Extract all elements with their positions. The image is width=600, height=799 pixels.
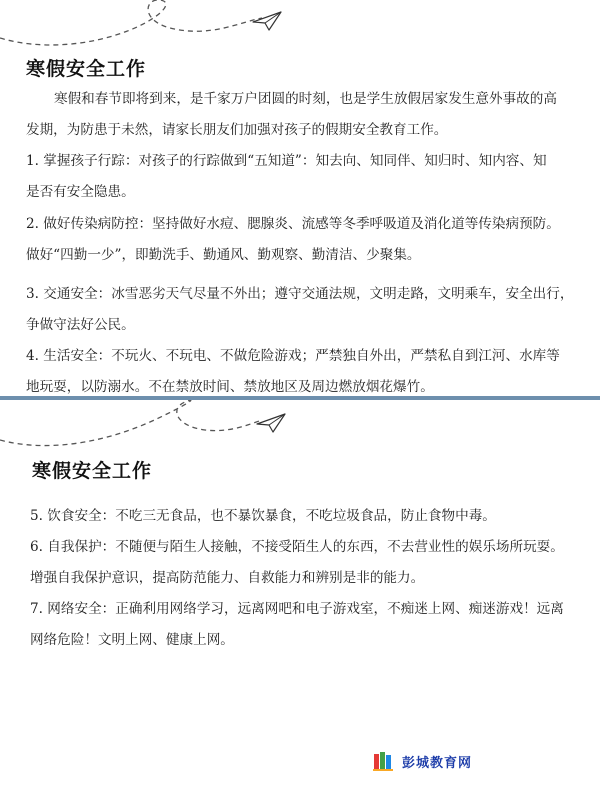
- paper-plane-icon: [256, 412, 286, 434]
- list-item-3: 3. 交通安全：冰雪恶劣天气尽量不外出；遵守交通法规，文明走路，文明乘车，安全出行，: [26, 286, 574, 302]
- brand-name: 彭城教育网: [402, 755, 473, 771]
- paragraph-line: 增强自我保护意识，提高防范能力、自救能力和辨别是非的能力。: [30, 570, 425, 586]
- dashed-flight-path-decoration: [0, 0, 600, 60]
- list-item-5: 5. 饮食安全：不吃三无食品，也不暴饮暴食，不吃垃圾食品，防止食物中毒。: [30, 508, 496, 524]
- paragraph-line: 网络危险！文明上网、健康上网。: [30, 632, 234, 648]
- page-title: 寒假安全工作: [26, 58, 147, 80]
- list-item-1: 1. 掌握孩子行踪：对孩子的行踪做到“五知道”：知去向、知同伴、知归时、知内容、知: [26, 153, 547, 169]
- paragraph-line: 是否有安全隐患。: [26, 184, 135, 200]
- dashed-flight-path-decoration: [0, 400, 600, 460]
- paragraph-line: 地玩耍，以防溺水。不在禁放时间、禁放地区及周边燃放烟花爆竹。: [26, 379, 434, 395]
- list-item-7: 7. 网络安全：正确利用网络学习，远离网吧和电子游戏室，不痴迷上网、痴迷游戏！远离: [30, 601, 564, 617]
- paragraph-line: 做好“四勤一少”，即勤洗手、勤通风、勤观察、勤清洁、少聚集。: [26, 247, 421, 263]
- page-title: 寒假安全工作: [32, 460, 153, 482]
- list-item-2: 2. 做好传染病防控：坚持做好水痘、腮腺炎、流感等冬季呼吸道及消化道等传染病预防。: [26, 216, 560, 232]
- list-item-4: 4. 生活安全：不玩火、不玩电、不做危险游戏；严禁独自外出，严禁私自到江河、水库等: [26, 348, 560, 364]
- document-page-2: [0, 400, 600, 799]
- paper-plane-icon: [252, 10, 282, 32]
- paragraph-line: 寒假和春节即将到来，是千家万户团圆的时刻，也是学生放假居家发生意外事故的高: [54, 91, 557, 107]
- list-item-6: 6. 自我保护：不随便与陌生人接触，不接受陌生人的东西，不去营业性的娱乐场所玩耍。: [30, 539, 564, 555]
- brand-logo: [372, 748, 472, 774]
- paragraph-line: 争做守法好公民。: [26, 317, 135, 333]
- books-logo-icon: [372, 750, 396, 772]
- document-page-1: [0, 0, 600, 396]
- paragraph-line: 发期，为防患于未然，请家长朋友们加强对孩子的假期安全教育工作。: [26, 122, 448, 138]
